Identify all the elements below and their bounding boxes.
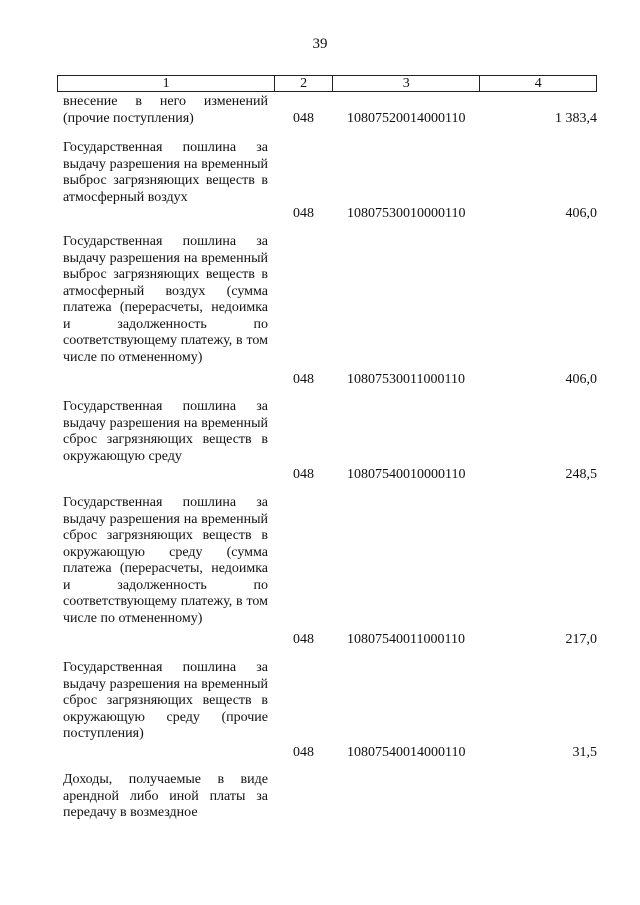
table-row bbox=[57, 399, 597, 485]
row-amount: 248,5 bbox=[565, 467, 597, 482]
page-number: 39 bbox=[312, 36, 328, 52]
row-kbk: 10807540011000110 bbox=[347, 632, 465, 647]
table-row bbox=[57, 234, 597, 388]
row-code: 048 bbox=[293, 467, 314, 482]
row-description: Государственная пошлина за выдачу разрешения на временный выброс загрязняющих веществ в атмосферный воздух (сумма платежа (перерасчеты, недоимка и задолженность по соответствующему платежу, в том числе по отмененному) bbox=[63, 234, 268, 365]
row-description: внесение в него изменений (прочие поступления) bbox=[63, 94, 268, 126]
row-description: Государственная пошлина за выдачу разрешения на временный выброс загрязняющих веществ в атмосферный воздух bbox=[63, 140, 268, 205]
row-amount: 406,0 bbox=[565, 206, 597, 221]
row-amount: 406,0 bbox=[565, 372, 597, 387]
row-code: 048 bbox=[293, 632, 314, 647]
row-kbk: 10807520014000110 bbox=[347, 111, 466, 126]
row-kbk: 10807530010000110 bbox=[347, 206, 466, 221]
column-header-3: 3 bbox=[333, 76, 480, 91]
table-row bbox=[57, 94, 597, 128]
row-kbk: 10807530011000110 bbox=[347, 372, 465, 387]
row-amount: 31,5 bbox=[572, 745, 597, 760]
table-row bbox=[57, 660, 597, 762]
row-kbk: 10807540014000110 bbox=[347, 745, 466, 760]
row-kbk: 10807540010000110 bbox=[347, 467, 466, 482]
row-amount: 1 383,4 bbox=[555, 111, 597, 126]
row-code: 048 bbox=[293, 372, 314, 387]
column-header-4: 4 bbox=[534, 76, 542, 91]
table-row bbox=[57, 495, 597, 649]
row-code: 048 bbox=[293, 111, 314, 126]
table-header bbox=[57, 75, 597, 92]
row-description: Государственная пошлина за выдачу разрешения на временный сброс загрязняющих веществ в окружающую среду (прочие поступления) bbox=[63, 660, 268, 741]
row-code: 048 bbox=[293, 206, 314, 221]
column-header-2: 2 bbox=[275, 76, 333, 91]
table-row bbox=[57, 772, 597, 824]
row-description: Доходы, получаемые в виде арендной либо иной платы за передачу в возмездное bbox=[63, 772, 268, 820]
row-description: Государственная пошлина за выдачу разрешения на временный сброс загрязняющих веществ в окружающую среду (сумма платежа (перерасчеты, недоимка и задолженность по соответствующему платежу, в том числе по отмененному) bbox=[63, 495, 268, 626]
row-description: Государственная пошлина за выдачу разрешения на временный сброс загрязняющих веществ в окружающую среду bbox=[63, 399, 268, 464]
row-code: 048 bbox=[293, 745, 314, 760]
table-row bbox=[57, 140, 597, 224]
row-amount: 217,0 bbox=[565, 632, 597, 647]
column-header-1: 1 bbox=[58, 76, 275, 91]
